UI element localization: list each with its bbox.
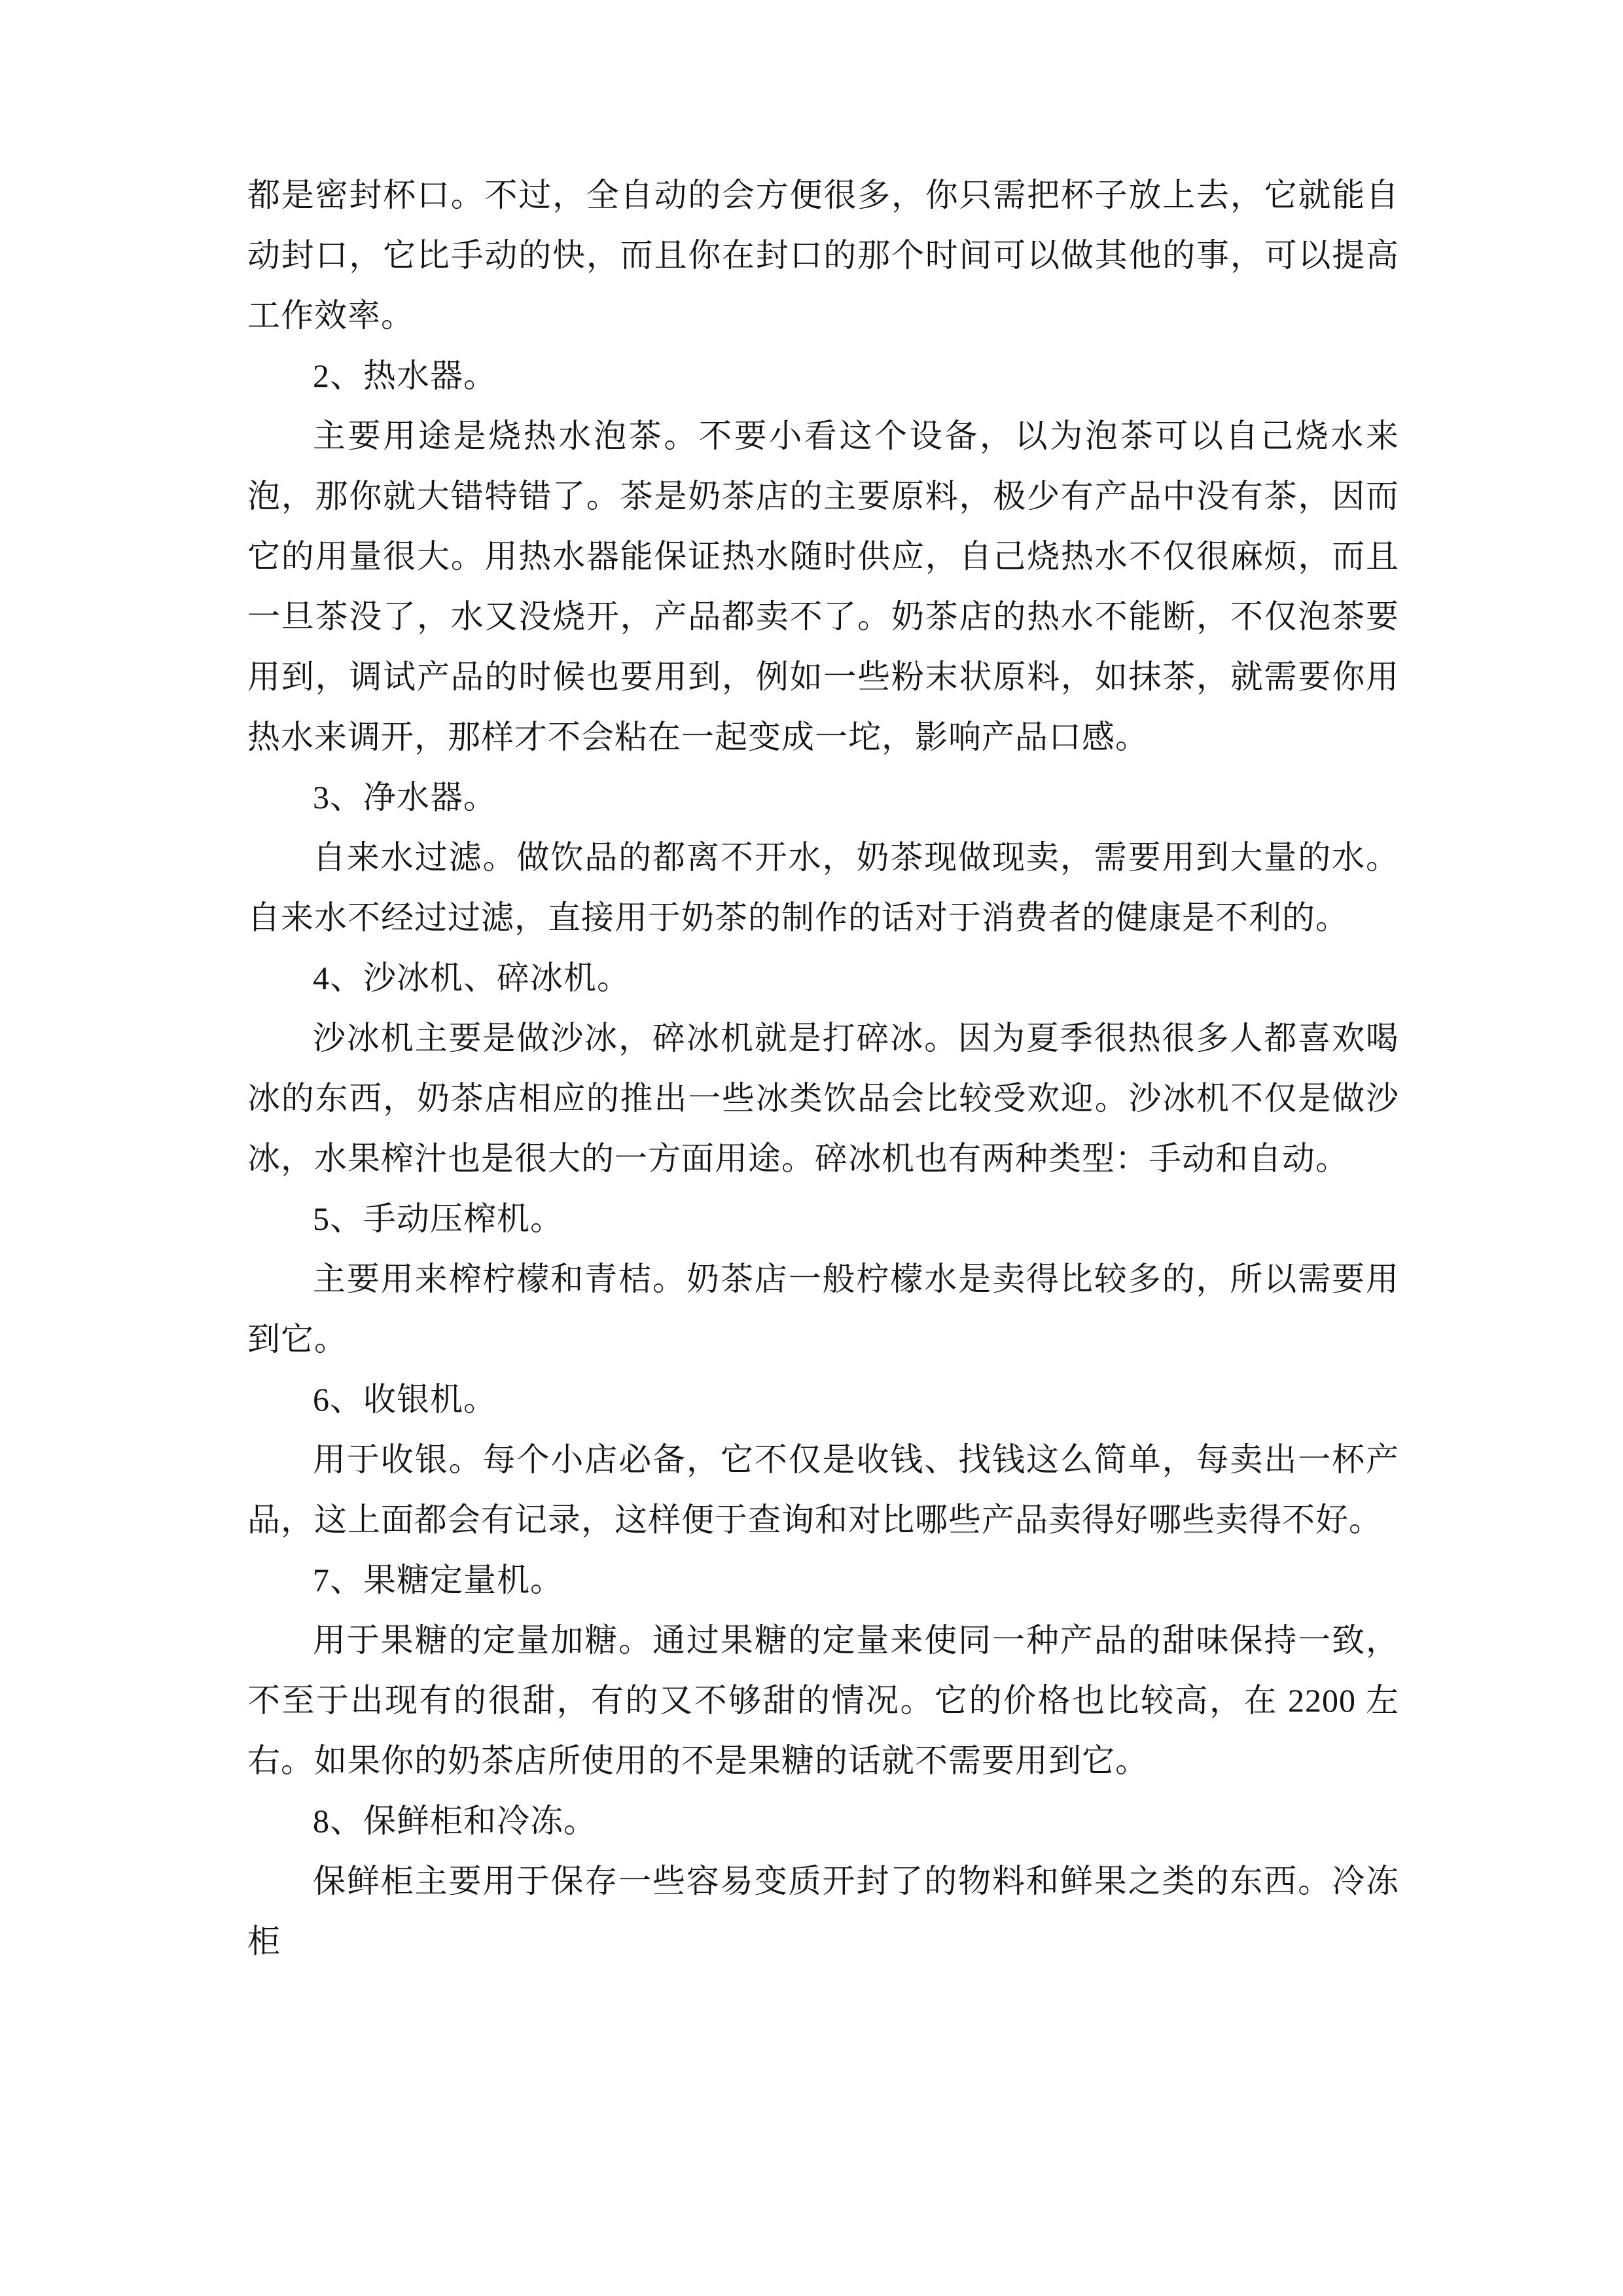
document-text-block [247, 165, 1399, 1971]
paragraph: 沙冰机主要是做沙冰，碎冰机就是打碎冰。因为夏季很热很多人都喜欢喝冰的东西，奶茶店相应的推出一些冰类饮品会比较受欢迎。沙冰机不仅是做沙冰，水果榨汁也是很大的一方面用途。碎冰机也有两种类型：手动和自动。 [247, 1020, 1399, 1177]
paragraph: 自来水过滤。做饮品的都离不开水，奶茶现做现卖，需要用到大量的水。自来水不经过过滤，直接用于奶茶的制作的话对于消费者的健康是不利的。 [247, 839, 1399, 936]
section-heading: 7、果糖定量机。 [313, 1562, 563, 1598]
section-heading: 8、保鲜柜和冷冻。 [313, 1803, 597, 1839]
paragraph: 主要用来榨柠檬和青桔。奶茶店一般柠檬水是卖得比较多的，所以需要用到它。 [247, 1261, 1399, 1357]
paragraph: 主要用途是烧热水泡茶。不要小看这个设备，以为泡茶可以自己烧水来泡，那你就大错特错了。茶是奶茶店的主要原料，极少有产品中没有茶，因而它的用量很大。用热水器能保证热水随时供应，自己烧热水不仅很麻烦，而且一旦茶没了，水又没烧开，产品都卖不了。奶茶店的热水不能断，不仅泡茶要用到，调试产品的时候也要用到，例如一些粉末状原料，如抹茶，就需要你用热水来调开，那样才不会粘在一起变成一坨，影响产品口感。 [247, 418, 1399, 755]
section-heading: 4、沙冰机、碎冰机。 [313, 960, 630, 996]
paragraph: 都是密封杯口。不过，全自动的会方便很多，你只需把杯子放上去，它就能自动封口，它比手动的快，而且你在封口的那个时间可以做其他的事，可以提高工作效率。 [247, 177, 1399, 334]
paragraph: 用于果糖的定量加糖。通过果糖的定量来使同一种产品的甜味保持一致，不至于出现有的很甜，有的又不够甜的情况。它的价格也比较高，在 2200 左右。如果你的奶茶店所使用的不是果糖的话就不需要用到它。 [247, 1622, 1399, 1779]
section-heading: 6、收银机。 [313, 1381, 497, 1418]
paragraph: 保鲜柜主要用于保存一些容易变质开封了的物料和鲜果之类的东西。冷冻柜 [247, 1863, 1399, 1960]
paragraph: 用于收银。每个小店必备，它不仅是收钱、找钱这么简单，每卖出一杯产品，这上面都会有记录，这样便于查询和对比哪些产品卖得好哪些卖得不好。 [247, 1441, 1399, 1538]
section-heading: 3、净水器。 [313, 779, 497, 816]
section-heading: 5、手动压榨机。 [313, 1200, 563, 1237]
section-heading: 2、热水器。 [313, 357, 497, 394]
